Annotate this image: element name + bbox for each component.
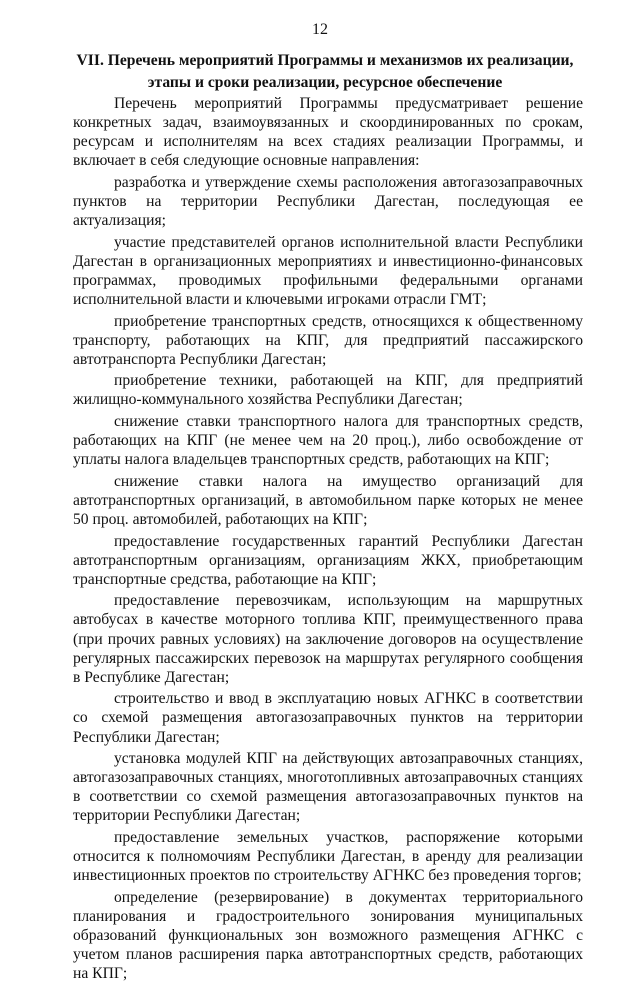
paragraph-item: предоставление государственных гарантий Республики Дагестан автотранспортным организациям, организациям ЖКХ, приобретающим транспортные средства, работающие на КПГ;: [73, 532, 583, 588]
paragraph-item: разработка и утверждение схемы расположения автогазозаправочных пунктов на территории Республики Дагестан, последующая ее актуализация;: [73, 173, 583, 230]
paragraph-item: снижение ставки налога на имущество организаций для автотранспортных организаций, в автомобильном парке которых не менее 50 проц. автомобилей, работающих на КПГ;: [73, 472, 583, 528]
section-heading: VII. Перечень мероприятий Программы и механизмов их реализации, этапы и сроки реализации, ресурсное обеспечение: [76, 52, 574, 91]
page-number: 12: [312, 21, 328, 38]
paragraph-item: установка модулей КПГ на действующих автозаправочных станциях, автогазозаправочных станциях, многотопливных автозаправочных станциях в соответствии со схемой размещения автогазозаправочных пунктов на территории Республики Дагестан;: [73, 750, 583, 825]
paragraph-item: приобретение техники, работающей на КПГ, для предприятий жилищно-коммунального хозяйства Республики Дагестан;: [73, 372, 583, 409]
paragraph-intro: Перечень мероприятий Программы предусматривает решение конкретных задач, взаимоувязанных и скоординированных по срокам, ресурсам и исполнителям на всех стадиях реализации Программы, и включает в себя следующие основные направления:: [73, 95, 583, 170]
paragraph-item: предоставление перевозчикам, использующим на маршрутных автобусах в качестве моторного топлива КПГ, преимущественного права (при прочих равных условиях) на заключение договоров на осуществление регулярных пассажирских перевозок на маршрутах регулярного сообщения в Республике Дагестан;: [73, 592, 583, 686]
section-body: [73, 94, 583, 983]
paragraph-item: строительство и ввод в эксплуатацию новых АГНКС в соответствии со схемой размещения автогазозаправочных пунктов на территории Республики Дагестан;: [73, 690, 583, 746]
paragraph-item: предоставление земельных участков, распоряжение которыми относится к полномочиям Республики Дагестан, в аренду для реализации инвестиционных проектов по строительству АГНКС без проведения торгов;: [73, 828, 583, 885]
paragraph-item: приобретение транспортных средств, относящихся к общественному транспорту, работающих на КПГ, для предприятий пассажирского автотранспорта Республики Дагестан;: [73, 312, 583, 368]
paragraph-item: участие представителей органов исполнительной власти Республики Дагестан в организационных мероприятиях и инвестиционно-финансовых программах, проводимых профильными федеральными органами исполнительной власти и ключевыми игроками отрасли ГМТ;: [73, 233, 583, 308]
paragraph-item: определение (резервирование) в документах территориального планирования и градостроительного зонирования муниципальных образований функциональных зон возможного размещения АГНКС с учетом планов расширения парка автотранспортных средств, работающих на КПГ;: [73, 888, 583, 983]
paragraph-item: снижение ставки транспортного налога для транспортных средств, работающих на КПГ (не менее чем на 20 проц.), либо освобождение от уплаты налога владельцев транспортных средств, работающих на КПГ;: [73, 413, 583, 469]
